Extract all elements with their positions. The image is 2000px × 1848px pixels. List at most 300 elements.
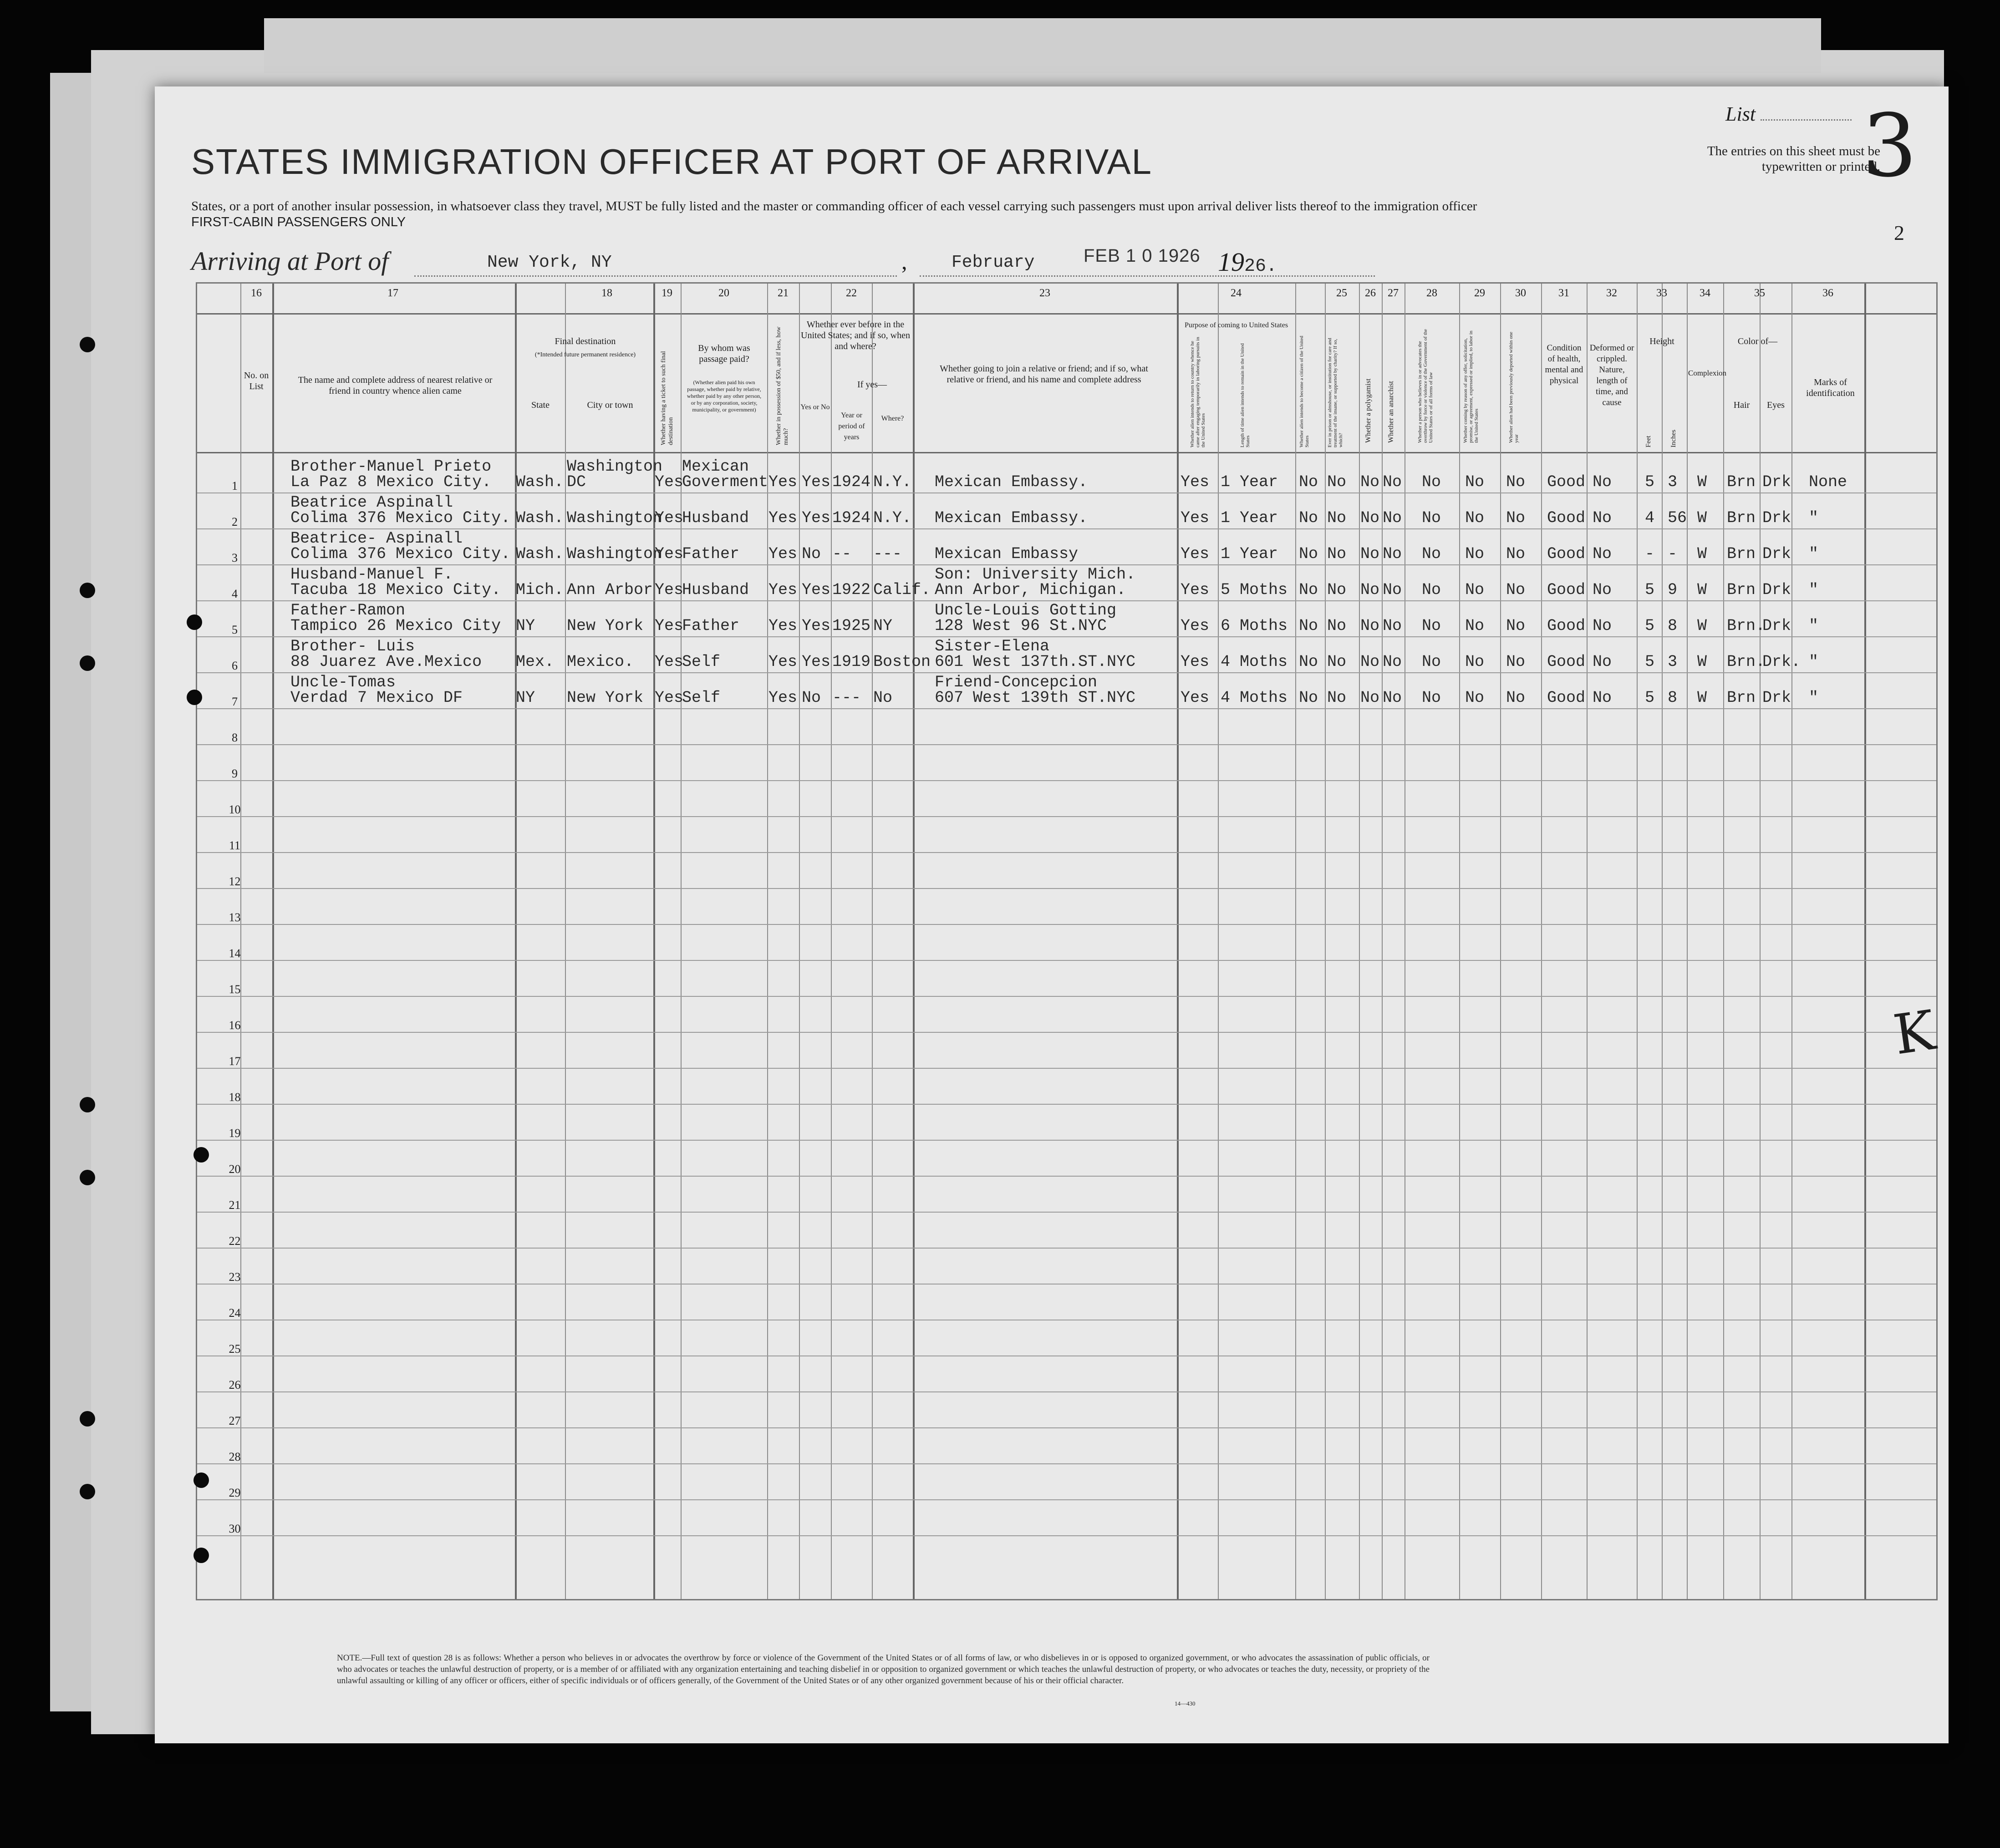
cell-deformed: No [1593,509,1612,527]
cell-inches: - [1668,545,1678,563]
cell-eyes: Drk [1762,617,1791,635]
cell-before: Yes [802,581,831,599]
row-number: 28 [229,1450,241,1463]
cell-q29: No [1465,473,1485,491]
binder-hole [80,655,95,671]
cell-prison: No [1327,581,1347,599]
cell-polygamist: No [1360,509,1380,527]
cell-inches: 8 [1668,617,1678,635]
col-num: 33 [1656,287,1667,299]
cell-relative: 88 Juarez Ave.Mexico [290,653,482,671]
cell-polygamist: No [1360,545,1380,563]
cell-before: Yes [802,473,831,491]
binder-hole [80,583,95,598]
row-divider [197,1140,1936,1141]
row-divider [197,1535,1936,1536]
row-divider [197,1032,1936,1033]
cell-anarchist: No [1383,653,1402,671]
row-number: 12 [229,875,241,888]
cell-return: Yes [1181,545,1210,563]
col-num: 29 [1474,287,1485,299]
cell-deformed: No [1593,581,1612,599]
cell-health: Good [1547,617,1586,635]
row-divider [197,744,1936,745]
cell-ticket: Yes [655,581,684,599]
cell-ticket: Yes [655,545,684,563]
cell-money: Yes [768,509,798,527]
cell-year: 1924 [832,509,871,527]
cell-prison: No [1327,689,1347,707]
cell-city: New York [567,689,644,707]
cell-citizen: No [1299,581,1318,599]
manifest-table: 16 17 18 19 20 21 22 23 24 25 26 27 28 29 30 31 32 33 34 35 36 No. on List The name and complete address of nearest relative or friend in country whence alien came Final destination (*Intended future permanent residence) State City or town Whether having a ticket to such final destination By whom was passage paid? (Whether alien paid his own passage, whether paid by relative, whether paid by any other person, or by any corporation, society, municipality, or government) Whether in possession of $50, and if less, how much? Whether ever before in the United States; and if so, when and where? Yes or No If yes— Year or period of years Where? Whether going to join a relative or friend; and if so, what relative or friend, and his name and complete address Purpose of coming to United States Whether alien intends to return to country whence he came after engaging temporarily in laboring pursuits in the United States Length of time alien intends to remain in the United States Whether alien intends to become a citizen of the United States Ever in prison or almshouse, or institution for care and treatment of the insane, or supported by charity? If so, which? Whether a polygamist Whether an anarchist Whether a person who believes in or advocates the overthrow by force or violence of the Government of the United States or of all forms of law Whether coming by reason of any offer, solicitation, promise, or agreement, expressed or implied, to labor in the United States Whether alien had been previously deported within one year Condition of health, mental and physical Deformed or crippled. Nature, length of time, and cause Height Feet Inches Complexion Color of— Hair Eyes Marks of identification 1 Brother-Manuel Prieto La Paz 8 Mexico City. Wash. Washington DC Yes Mexican Goverment Yes Yes 1924 N.Y. Mexican Embassy. Yes 1 Year No No No No No No No Good No 5 3 W Brn Drk None 2 Beatrice Aspinall Colima 376 Mexico City. Wash. Washington Yes Husband Yes Yes 1924 N.Y. Mexican Embassy. Yes 1 Year No No No No No No No Good No 4 56 W Brn Drk " 3 Beatrice- Aspinall Colima 376 Mexico City. Wash. Washington Yes Father Yes No -- --- Mexican Embassy Yes 1 Year No No No No No No No Good No - - W Brn Drk " 4 Husband-Manuel F. Tacuba 18 Mexico City. Mich. Ann Arbor Yes Husband Yes Yes 1922 Calif. Son: University Mich. Ann Arbor, Michigan. Yes 5 Moths No No No No No No No Good No 5 9 W Brn Drk " 5 Father-Ramon Tampico 26 Mexico City NY New York Yes Father Yes Yes 1925 NY Uncle-Louis Gotting 128 West 96 St.NYC Yes 6 Moths No No No No No No No Good No 5 8 W Brn. Drk " 6 Brother- Luis 88 Juarez Ave.Mexico Mex. Mexico. Yes Self Yes Yes 1919 Boston Sister-Elena 601 West 137th.ST.NYC Yes 4 Moths No No No No No No No Good No 5 3 W Brn. Drk. " 7 Uncle-Tomas Verdad 7 Mexico DF NY New York Yes Self Yes No --- No Friend-Concepcion 607 West 139th ST.NYC Yes 4 Moths No No No No No No No Good No 5 8 W Brn Drk " 8 9 10 11 12 13 14 15 16 17 18 19 20 21 22 23 24 25 26 27 28 29 30 [196,282,1938,1600]
footnote: NOTE.—Full text of question 28 is as follows: Whether a person who believes in or advocates the overthrow by force or violence of the Government of the United States or of all forms of law, or who disbelieves in or is opposed to organized government, or who advocates the assassination of public officials, or who advocates or teaches the unlawful destruction of property, or is a member of or affiliated with any organization entertaining and teaching disbelief in or opposition to organized government or which teaches the unlawful destruction of property, or who advocates or teaches the duty, necessity, or propriety of the unlawful assaulting or killing of any officer or officers, either of specific individuals or of officers generally, of the Government of the United States or of any other organized government because of his or their official character. [337,1653,1430,1686]
cell-relative: Husband-Manuel F. [290,565,453,584]
cell-marks: None [1809,473,1847,491]
cell-money: Yes [768,617,798,635]
col-num: 24 [1231,287,1242,299]
cell-anarchist: No [1383,509,1402,527]
row-number: 25 [229,1342,241,1356]
cell-complexion: W [1697,617,1707,635]
cell-q28: No [1422,509,1441,527]
cell-q28: No [1422,617,1441,635]
col-num: 36 [1822,287,1833,299]
cell-deformed: No [1593,545,1612,563]
binder-hole [187,614,202,630]
cell-relative: Tampico 26 Mexico City [290,617,501,635]
cell-q30: No [1506,581,1526,599]
cell-paid: Self [682,653,721,671]
cell-q28: No [1422,689,1441,707]
cell-health: Good [1547,545,1586,563]
row-number: 15 [229,983,241,996]
year-prefix: 19 [1218,247,1244,277]
header-purpose: Purpose of coming to United States [1184,321,1288,329]
cell-length: 1 Year [1221,509,1278,527]
binder-hole [193,1147,209,1163]
row-divider [197,636,1936,637]
row-number: 22 [229,1234,241,1248]
cell-eyes: Drk [1762,509,1791,527]
col-num: 30 [1515,287,1526,299]
cell-anarchist: No [1383,689,1402,707]
cell-prison: No [1327,473,1347,491]
cell-inches: 3 [1668,473,1678,491]
cell-relative: Father-Ramon [290,601,406,619]
cell-paid: Goverment [682,473,768,491]
cell-relative: Beatrice- Aspinall [290,529,463,548]
cell-year: 1919 [832,653,871,671]
binder-hole [80,1411,95,1427]
col-num: 18 [601,287,612,299]
cell-q29: No [1465,653,1485,671]
col-num: 21 [778,287,789,299]
cell-relative: Tacuba 18 Mexico City. [290,581,501,599]
row-number: 30 [229,1522,241,1535]
row-number: 10 [229,803,241,816]
cell-relative: Brother- Luis [290,637,415,655]
cell-polygamist: No [1360,617,1380,635]
cell-join: Mexican Embassy [935,545,1079,563]
row-divider [197,816,1936,817]
col-num: 28 [1426,287,1437,299]
cell-paid: Father [682,545,740,563]
row-divider [197,1068,1936,1069]
row-divider [197,996,1936,997]
row-divider [197,1248,1936,1249]
cell-paid: Mexican [682,457,749,476]
header-ever-before: Whether ever before in the United States; and if so, when and where? [801,320,910,351]
cell-join: Sister-Elena [935,637,1050,655]
cell-polygamist: No [1360,689,1380,707]
cell-money: Yes [768,545,798,563]
month-value: February [952,253,1035,272]
cell-state: Wash. [516,509,564,527]
row-divider [197,1463,1936,1464]
cell-city: Washington [567,509,663,527]
col-num: 17 [387,287,398,299]
header-marks: Marks of identification [1806,377,1855,398]
header-final-destination: Final destination [555,336,616,346]
cell-anarchist: No [1383,545,1402,563]
col-num: 26 [1365,287,1376,299]
cell-marks: " [1809,689,1819,707]
cell-feet: 5 [1645,473,1655,491]
row-divider [197,780,1936,781]
cell-complexion: W [1697,509,1707,527]
cell-hair: Brn. [1727,653,1766,671]
row-number: 3 [232,551,238,564]
typewritten-note: The entries on this sheet must be typewritten or printed. [1707,144,1880,174]
row-divider [197,1499,1936,1500]
cell-q29: No [1465,509,1485,527]
row-number: 18 [229,1091,241,1104]
cell-marks: " [1809,617,1819,635]
cell-join: Son: University Mich. [935,565,1136,584]
cell-year: --- [832,689,861,707]
row-number: 21 [229,1198,241,1212]
cell-return: Yes [1181,617,1210,635]
binder-hole [187,690,202,705]
cell-polygamist: No [1360,473,1380,491]
row-number: 24 [229,1306,241,1320]
col-num: 20 [718,287,729,299]
header-by-whom: By whom was passage paid? [698,343,750,364]
header-no-on-list: No. on List [244,371,269,391]
arriving-label: Arriving at Port of [191,246,389,276]
cell-anarchist: No [1383,581,1402,599]
cell-city: New York [567,617,644,635]
row-number: 16 [229,1019,241,1032]
row-divider [197,1391,1936,1392]
cell-q30: No [1506,473,1526,491]
cell-where: No [873,689,893,707]
page-number: 2 [1894,221,1904,244]
cell-before: Yes [802,617,831,635]
cell-complexion: W [1697,689,1707,707]
cell-state: NY [516,617,535,635]
row-number: 5 [232,623,238,636]
cell-marks: " [1809,581,1819,599]
cell-eyes: Drk. [1762,653,1801,671]
cell-year: 1922 [832,581,871,599]
cell-city: Ann Arbor [567,581,653,599]
cell-money: Yes [768,581,798,599]
cell-where: Boston [873,653,931,671]
cell-hair: Brn. [1727,617,1766,635]
cell-relative: Brother-Manuel Prieto [290,457,492,476]
row-divider [197,1427,1936,1428]
cell-eyes: Drk [1762,689,1791,707]
cell-prison: No [1327,653,1347,671]
row-number: 1 [232,479,238,492]
cell-eyes: Drk [1762,473,1791,491]
binder-hole [80,1484,95,1499]
cell-prison: No [1327,617,1347,635]
cell-q30: No [1506,689,1526,707]
cell-length: 1 Year [1221,545,1278,563]
row-number: 17 [229,1055,241,1068]
cell-length: 5 Moths [1221,581,1288,599]
col-num: 22 [846,287,857,299]
cell-citizen: No [1299,473,1318,491]
cell-q29: No [1465,545,1485,563]
cell-citizen: No [1299,509,1318,527]
row-divider [197,1176,1936,1177]
page-title: STATES IMMIGRATION OFFICER AT PORT OF ARRIVAL [191,142,1153,182]
row-number: 11 [229,839,241,852]
cell-complexion: W [1697,473,1707,491]
cell-paid: Father [682,617,740,635]
header-color-of: Color of— [1737,336,1778,346]
cell-state: Wash. [516,473,564,491]
cell-q29: No [1465,581,1485,599]
manifest-sheet: STATES IMMIGRATION OFFICER AT PORT OF ARRIVAL States, or a port of another insular possession, in whatsoever class they travel, MUST be fully listed and the master or commanding officer of each vessel carrying such passengers must upon arrival deliver lists thereof to the immigration officer FIRST-CABIN PASSENGERS ONLY List 3 The entries on this sheet must be typewritten or printed. 2 Arriving at Port of New York, NY , February FEB 1 0 1926 1926. 16 17 18 19 20 21 22 23 24 25 26 27 28 29 30 31 32 33 34 35 36 No. on List The name and complete address of nearest relative or friend in country whence alien came Final destination (*Intended future permanent residence) State City or town Whether having a ticket to such final destination By whom was passage paid? (Whether alien paid his own passage, whether paid by relative, whether paid by any other person, or by any corporation, society, municipality, or government) Whether in possession of $50, and if less, how much? Whether ever before in the United States; and if so, when and where? Yes or No If yes— Year or period of years Where? Whether going to join a relative or friend; and if so, what relative or friend, and his name and complete address Purpose of coming to United States Whether alien intends to return to country whence he came after engaging temporarily in laboring pursuits in the United States Length of time alien intends to remain in the United States Whether alien intends to become a citizen of the United States Ever in prison or almshouse, or institution for care and treatment of the insane, or supported by charity? If so, which? Whether a polygamist Whether an anarchist Whether a person who believes in or advocates the overthrow by force or violence of the Government of the United States or of all forms of law Whether coming by reason of any offer, solicitation, promise, or agreement, expressed or implied, to labor in the United States Whether alien had been previously deported within one year Condition of health, mental and physical Deformed or crippled. Nature, length of time, and cause Height Feet Inches Complexion Color of— Hair Eyes Marks of identification 1 Brother-Manuel Prieto La Paz 8 Mexico City. Wash. Washington DC Yes Mexican Goverment Yes Yes 1924 N.Y. Mexican Embassy. Yes 1 Year No No No No No No No Good No 5 3 W Brn Drk None 2 Beatrice Aspinall Colima 376 Mexico City. Wash. Washington Yes Husband Yes Yes 1924 N.Y. Mexican Embassy. Yes 1 Year No No No No No No No Good No 4 56 W Brn Drk " 3 Beatrice- Aspinall Colima 376 Mexico City. Wash. Washington Yes Father Yes No -- --- Mexican Embassy Yes 1 Year No No No No No No No Good No - - W Brn Drk " 4 Husband-Manuel F. Tacuba 18 Mexico City. Mich. Ann Arbor Yes Husband Yes Yes 1922 Calif. Son: University Mich. Ann Arbor, Michigan. Yes 5 Moths No No No No No No No Good No 5 9 W Brn Drk " 5 Father-Ramon Tampico 26 Mexico City NY New York Yes Father Yes Yes 1925 NY Uncle-Louis Gotting 128 West 96 St.NYC Yes 6 Moths No No No No No No No Good No 5 8 W Brn. Drk " 6 Brother- Luis 88 Juarez Ave.Mexico Mex. Mexico. Yes Self Yes Yes 1919 Boston Sister-Elena 601 West 137th.ST.NYC Yes 4 Moths No No No No No No No Good No 5 3 W Brn. Drk. " 7 Uncle-Tomas Verdad 7 Mexico DF NY New York Yes Self Yes No --- No Friend-Concepcion 607 West 139th ST.NYC Yes 4 Moths No No No No No No No Good No 5 8 W Brn Drk " 8 9 10 11 12 13 14 15 16 17 18 19 20 21 22 23 24 25 26 27 28 29 30 NOTE.—Full text of question 28 is as follows: Whether a person who believes in or advocates the overthrow by force or violence of the Government of the United States or of all forms of law, or who disbelieves in or is opposed to organized government, or who advocates the assassination of public officials, or who advocates or teaches the unlawful destruction of property, or is a member of or affiliated with any organization entertaining and teaching disbelief in or opposition to organized government or which teaches the unlawful destruction of property, or who advocates or teaches the duty, necessity, or propriety of the unlawful assaulting or killing of any officer or officers, either of specific individuals or of officers generally, of the Government of the United States or of any other organized government because of his or their official character. 14—430 K [155,86,1949,1743]
cell-join: Ann Arbor, Michigan. [935,581,1126,599]
cell-relative: Beatrice Aspinall [290,493,453,512]
cell-citizen: No [1299,653,1318,671]
cell-health: Good [1547,689,1586,707]
year-suffix: 26. [1244,256,1277,277]
cell-deformed: No [1593,617,1612,635]
cell-feet: 5 [1645,581,1655,599]
cell-paid: Husband [682,509,749,527]
date-stamp: FEB 1 0 1926 [1084,246,1201,266]
cell-feet: 5 [1645,617,1655,635]
cell-ticket: Yes [655,689,684,707]
back-sheet [264,18,1821,73]
row-number: 4 [232,587,238,600]
row-divider [197,492,1936,493]
row-number: 9 [232,767,238,780]
row-number: 6 [232,659,238,672]
cell-join: Mexican Embassy. [935,509,1088,527]
row-number: 27 [229,1414,241,1427]
cell-paid: Husband [682,581,749,599]
col-num: 31 [1558,287,1569,299]
cell-q30: No [1506,617,1526,635]
cell-year: 1924 [832,473,871,491]
cell-state: Mex. [516,653,555,671]
cell-feet: - [1645,545,1655,563]
cell-citizen: No [1299,545,1318,563]
col-num: 35 [1754,287,1765,299]
cell-marks: " [1809,545,1819,563]
row-divider [197,888,1936,889]
row-divider [197,852,1936,853]
cell-inches: 3 [1668,653,1678,671]
cell-q29: No [1465,689,1485,707]
cell-where: N.Y. [873,509,912,527]
form-number: 14—430 [1175,1700,1196,1707]
binder-hole [193,1472,209,1488]
col-num: 34 [1700,287,1710,299]
row-divider [197,1212,1936,1213]
header-state: State [531,400,550,410]
header-city: City or town [587,400,633,410]
cell-health: Good [1547,509,1586,527]
binder-hole [80,337,95,352]
col-num: 27 [1388,287,1399,299]
cell-join: 128 West 96 St.NYC [935,617,1107,635]
header-deformed: Deformed or crippled. Nature, length of time, and cause [1589,343,1634,407]
cell-hair: Brn [1727,473,1756,491]
header-height: Height [1649,336,1674,346]
cell-return: Yes [1181,509,1210,527]
cell-hair: Brn [1727,689,1756,707]
row-number: 8 [232,731,238,744]
cell-q30: No [1506,509,1526,527]
port-value: New York, NY [487,253,612,272]
cell-q28: No [1422,545,1441,563]
cell-inches: 8 [1668,689,1678,707]
cell-length: 4 Moths [1221,689,1288,707]
cell-where: NY [873,617,893,635]
cell-citizen: No [1299,617,1318,635]
cell-health: Good [1547,653,1586,671]
cell-inches: 9 [1668,581,1678,599]
header-complexion: Complexion [1688,369,1727,377]
cell-q29: No [1465,617,1485,635]
cell-state: Wash. [516,545,564,563]
margin-mark: K [1889,999,1939,1067]
cell-feet: 5 [1645,689,1655,707]
cell-feet: 5 [1645,653,1655,671]
cell-complexion: W [1697,545,1707,563]
list-label: List [1725,102,1852,126]
cell-deformed: No [1593,653,1612,671]
cell-polygamist: No [1360,581,1380,599]
cell-ticket: Yes [655,617,684,635]
cell-deformed: No [1593,473,1612,491]
cell-city: Washington [567,457,663,476]
cell-marks: " [1809,653,1819,671]
cell-relative: Uncle-Tomas [290,673,396,691]
cell-paid: Self [682,689,721,707]
cell-anarchist: No [1383,473,1402,491]
row-number: 23 [229,1270,241,1284]
cell-health: Good [1547,581,1586,599]
cell-where: --- [873,545,902,563]
instructions-text: States, or a port of another insular possession, in whatsoever class they travel, MUST be fully listed and the master or commanding officer of each vessel carrying such passengers must upon arrival deliver lists thereof to the immigration officer [191,199,1477,213]
row-divider [197,960,1936,961]
cell-before: No [802,689,821,707]
col-num: 23 [1039,287,1050,299]
row-divider [197,924,1936,925]
col-num: 25 [1336,287,1347,299]
cell-complexion: W [1697,581,1707,599]
cell-relative: Colima 376 Mexico City. [290,509,511,527]
cell-health: Good [1547,473,1586,491]
row-number: 20 [229,1163,241,1176]
binder-hole [80,1170,95,1185]
cell-deformed: No [1593,689,1612,707]
list-number: 3 [1862,96,1917,196]
cell-where: Calif. [873,581,931,599]
binder-hole [80,1097,95,1112]
cell-anarchist: No [1383,617,1402,635]
cell-join: Friend-Concepcion [935,673,1098,691]
cell-q28: No [1422,473,1441,491]
header-polygamist: Whether a polygamist [1364,378,1372,443]
cell-hair: Brn [1727,509,1756,527]
cell-q28: No [1422,653,1441,671]
cell-before: Yes [802,653,831,671]
cell-relative: La Paz 8 Mexico City. [290,473,492,491]
cell-before: Yes [802,509,831,527]
cell-feet: 4 [1645,509,1655,527]
cell-length: 1 Year [1221,473,1278,491]
cell-hair: Brn [1727,545,1756,563]
cell-year: 1925 [832,617,871,635]
cell-eyes: Drk [1762,545,1791,563]
row-number: 29 [229,1486,241,1499]
cell-relative: Colima 376 Mexico City. [290,545,511,563]
cell-polygamist: No [1360,653,1380,671]
cell-join: 607 West 139th ST.NYC [935,689,1136,707]
cell-citizen: No [1299,689,1318,707]
col-num: 16 [251,287,262,299]
cell-prison: No [1327,509,1347,527]
cell-money: Yes [768,689,798,707]
header-money: Whether in possession of $50, and if less, how much? [775,326,789,445]
cell-marks: " [1809,509,1819,527]
cell-inches: 56 [1668,509,1687,527]
header-anarchist: Whether an anarchist [1387,381,1395,443]
cell-join: 601 West 137th.ST.NYC [935,653,1136,671]
cell-complexion: W [1697,653,1707,671]
row-number: 19 [229,1127,241,1140]
cell-q30: No [1506,545,1526,563]
row-divider [197,1104,1936,1105]
col-num: 19 [662,287,672,299]
header-ticket: Whether having a ticket to such final destination [660,351,674,445]
cell-join: Uncle-Louis Gotting [935,601,1117,619]
cell-length: 6 Moths [1221,617,1288,635]
cell-where: N.Y. [873,473,912,491]
cell-ticket: Yes [655,509,684,527]
cell-return: Yes [1181,689,1210,707]
cell-q28: No [1422,581,1441,599]
cell-ticket: Yes [655,473,684,491]
row-number: 13 [229,911,241,924]
cell-before: No [802,545,821,563]
class-note: FIRST-CABIN PASSENGERS ONLY [191,215,406,229]
col-num: 32 [1606,287,1617,299]
cell-state: Mich. [516,581,564,599]
cell-q30: No [1506,653,1526,671]
